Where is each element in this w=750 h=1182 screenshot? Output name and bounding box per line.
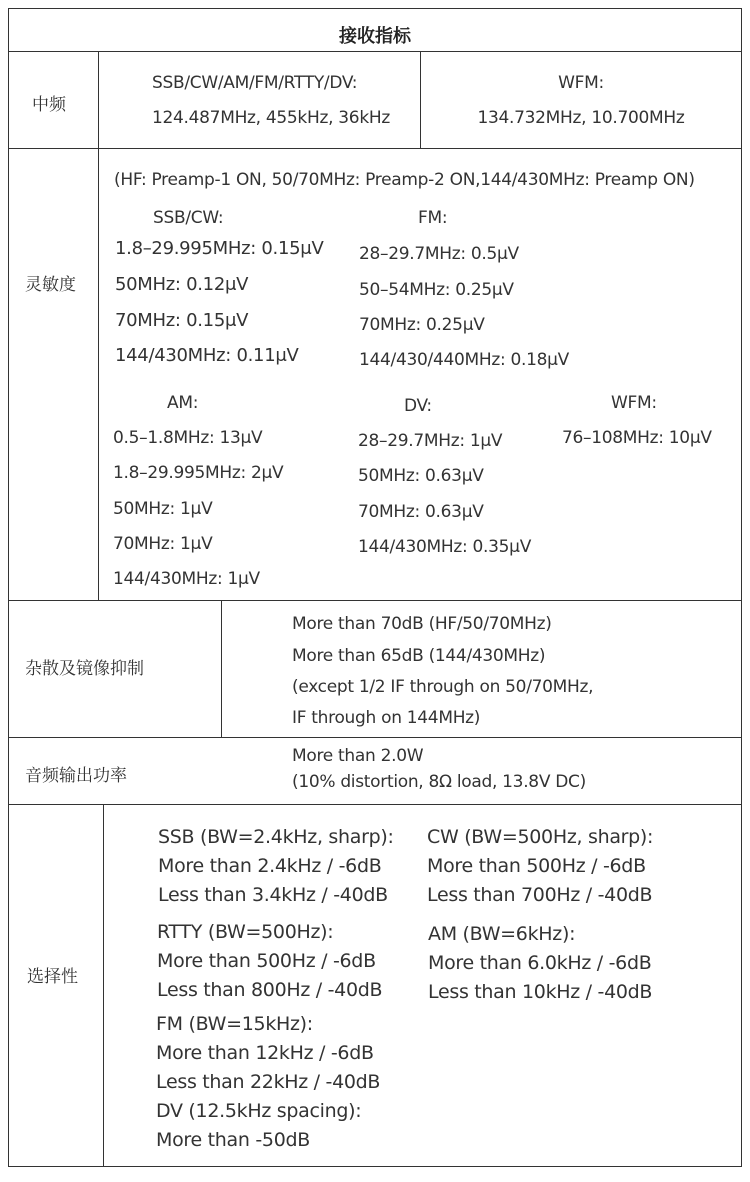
fm-heading: FM: — [418, 208, 448, 228]
sensitivity-label: 灵敏度 — [25, 275, 76, 295]
dv-item: 144/430MHz: 0.35μV — [358, 537, 532, 557]
sel-fm-line: FM (BW=15kHz): — [156, 1013, 313, 1035]
ssb-cw-item: 1.8–29.995MHz: 0.15μV — [115, 238, 324, 259]
ssb-cw-heading: SSB/CW: — [153, 208, 224, 228]
selectivity-label: 选择性 — [27, 967, 78, 987]
ssb-cw-item: 50MHz: 0.12μV — [115, 274, 249, 295]
audio-line: More than 2.0W — [292, 746, 424, 766]
sel-am-line: AM (BW=6kHz): — [428, 923, 576, 945]
fm-item: 144/430/440MHz: 0.18μV — [359, 350, 570, 370]
sel-am-line: Less than 10kHz / -40dB — [428, 981, 653, 1003]
dv-item: 50MHz: 0.63μV — [358, 466, 484, 486]
sel-fm-line: More than 12kHz / -6dB — [156, 1042, 374, 1064]
if-ssb-line1: SSB/CW/AM/FM/RTTY/DV: — [152, 73, 358, 93]
spurious-line: More than 70dB (HF/50/70MHz) — [292, 614, 552, 634]
am-item: 1.8–29.995MHz: 2μV — [113, 463, 284, 483]
sel-cw-line: CW (BW=500Hz, sharp): — [427, 826, 654, 848]
am-item: 144/430MHz: 1μV — [113, 569, 260, 589]
sel-fm-line: Less than 22kHz / -40dB — [156, 1071, 381, 1093]
sel-dv-line: More than -50dB — [156, 1129, 310, 1151]
sensitivity-note: (HF: Preamp-1 ON, 50/70MHz: Preamp-2 ON,144/430MHz: Preamp ON) — [114, 170, 695, 190]
spurious-label: 杂散及镜像抑制 — [25, 659, 144, 679]
if-wfm-line2: 134.732MHz, 10.700MHz — [477, 108, 685, 128]
ssb-cw-item: 144/430MHz: 0.11μV — [115, 345, 299, 366]
spurious-line: (except 1/2 IF through on 50/70MHz, — [292, 677, 594, 697]
sel-ssb-line: Less than 3.4kHz / -40dB — [158, 884, 388, 906]
sel-dv-line: DV (12.5kHz spacing): — [156, 1100, 362, 1122]
am-item: 50MHz: 1μV — [113, 499, 213, 519]
fm-item: 50–54MHz: 0.25μV — [359, 280, 514, 300]
am-item: 0.5–1.8MHz: 13μV — [113, 428, 263, 448]
table-title: 接收指标 — [339, 26, 411, 47]
wfm-heading: WFM: — [611, 393, 657, 413]
ssb-cw-item: 70MHz: 0.15μV — [115, 310, 249, 331]
dv-heading: DV: — [404, 396, 432, 416]
spurious-line: IF through on 144MHz) — [292, 708, 481, 728]
am-item: 70MHz: 1μV — [113, 534, 213, 554]
fm-item: 28–29.7MHz: 0.5μV — [359, 244, 519, 264]
sel-cw-line: More than 500Hz / -6dB — [427, 855, 646, 877]
sel-rtty-line: More than 500Hz / -6dB — [157, 950, 376, 972]
fm-item: 70MHz: 0.25μV — [359, 315, 485, 335]
spurious-line: More than 65dB (144/430MHz) — [292, 646, 546, 666]
if-ssb-line2: 124.487MHz, 455kHz, 36kHz — [152, 108, 390, 128]
dv-item: 28–29.7MHz: 1μV — [358, 431, 503, 451]
sel-rtty-line: RTTY (BW=500Hz): — [157, 921, 334, 943]
am-heading: AM: — [167, 393, 199, 413]
audio-label: 音频输出功率 — [25, 766, 127, 786]
sel-ssb-line: SSB (BW=2.4kHz, sharp): — [158, 826, 394, 848]
audio-line: (10% distortion, 8Ω load, 13.8V DC) — [292, 772, 586, 792]
wfm-item: 76–108MHz: 10μV — [562, 428, 712, 448]
sel-cw-line: Less than 700Hz / -40dB — [427, 884, 653, 906]
sel-rtty-line: Less than 800Hz / -40dB — [157, 979, 383, 1001]
if-wfm-line1: WFM: — [558, 73, 604, 93]
if-label: 中频 — [32, 95, 66, 115]
dv-item: 70MHz: 0.63μV — [358, 502, 484, 522]
sel-am-line: More than 6.0kHz / -6dB — [428, 952, 652, 974]
sel-ssb-line: More than 2.4kHz / -6dB — [158, 855, 382, 877]
